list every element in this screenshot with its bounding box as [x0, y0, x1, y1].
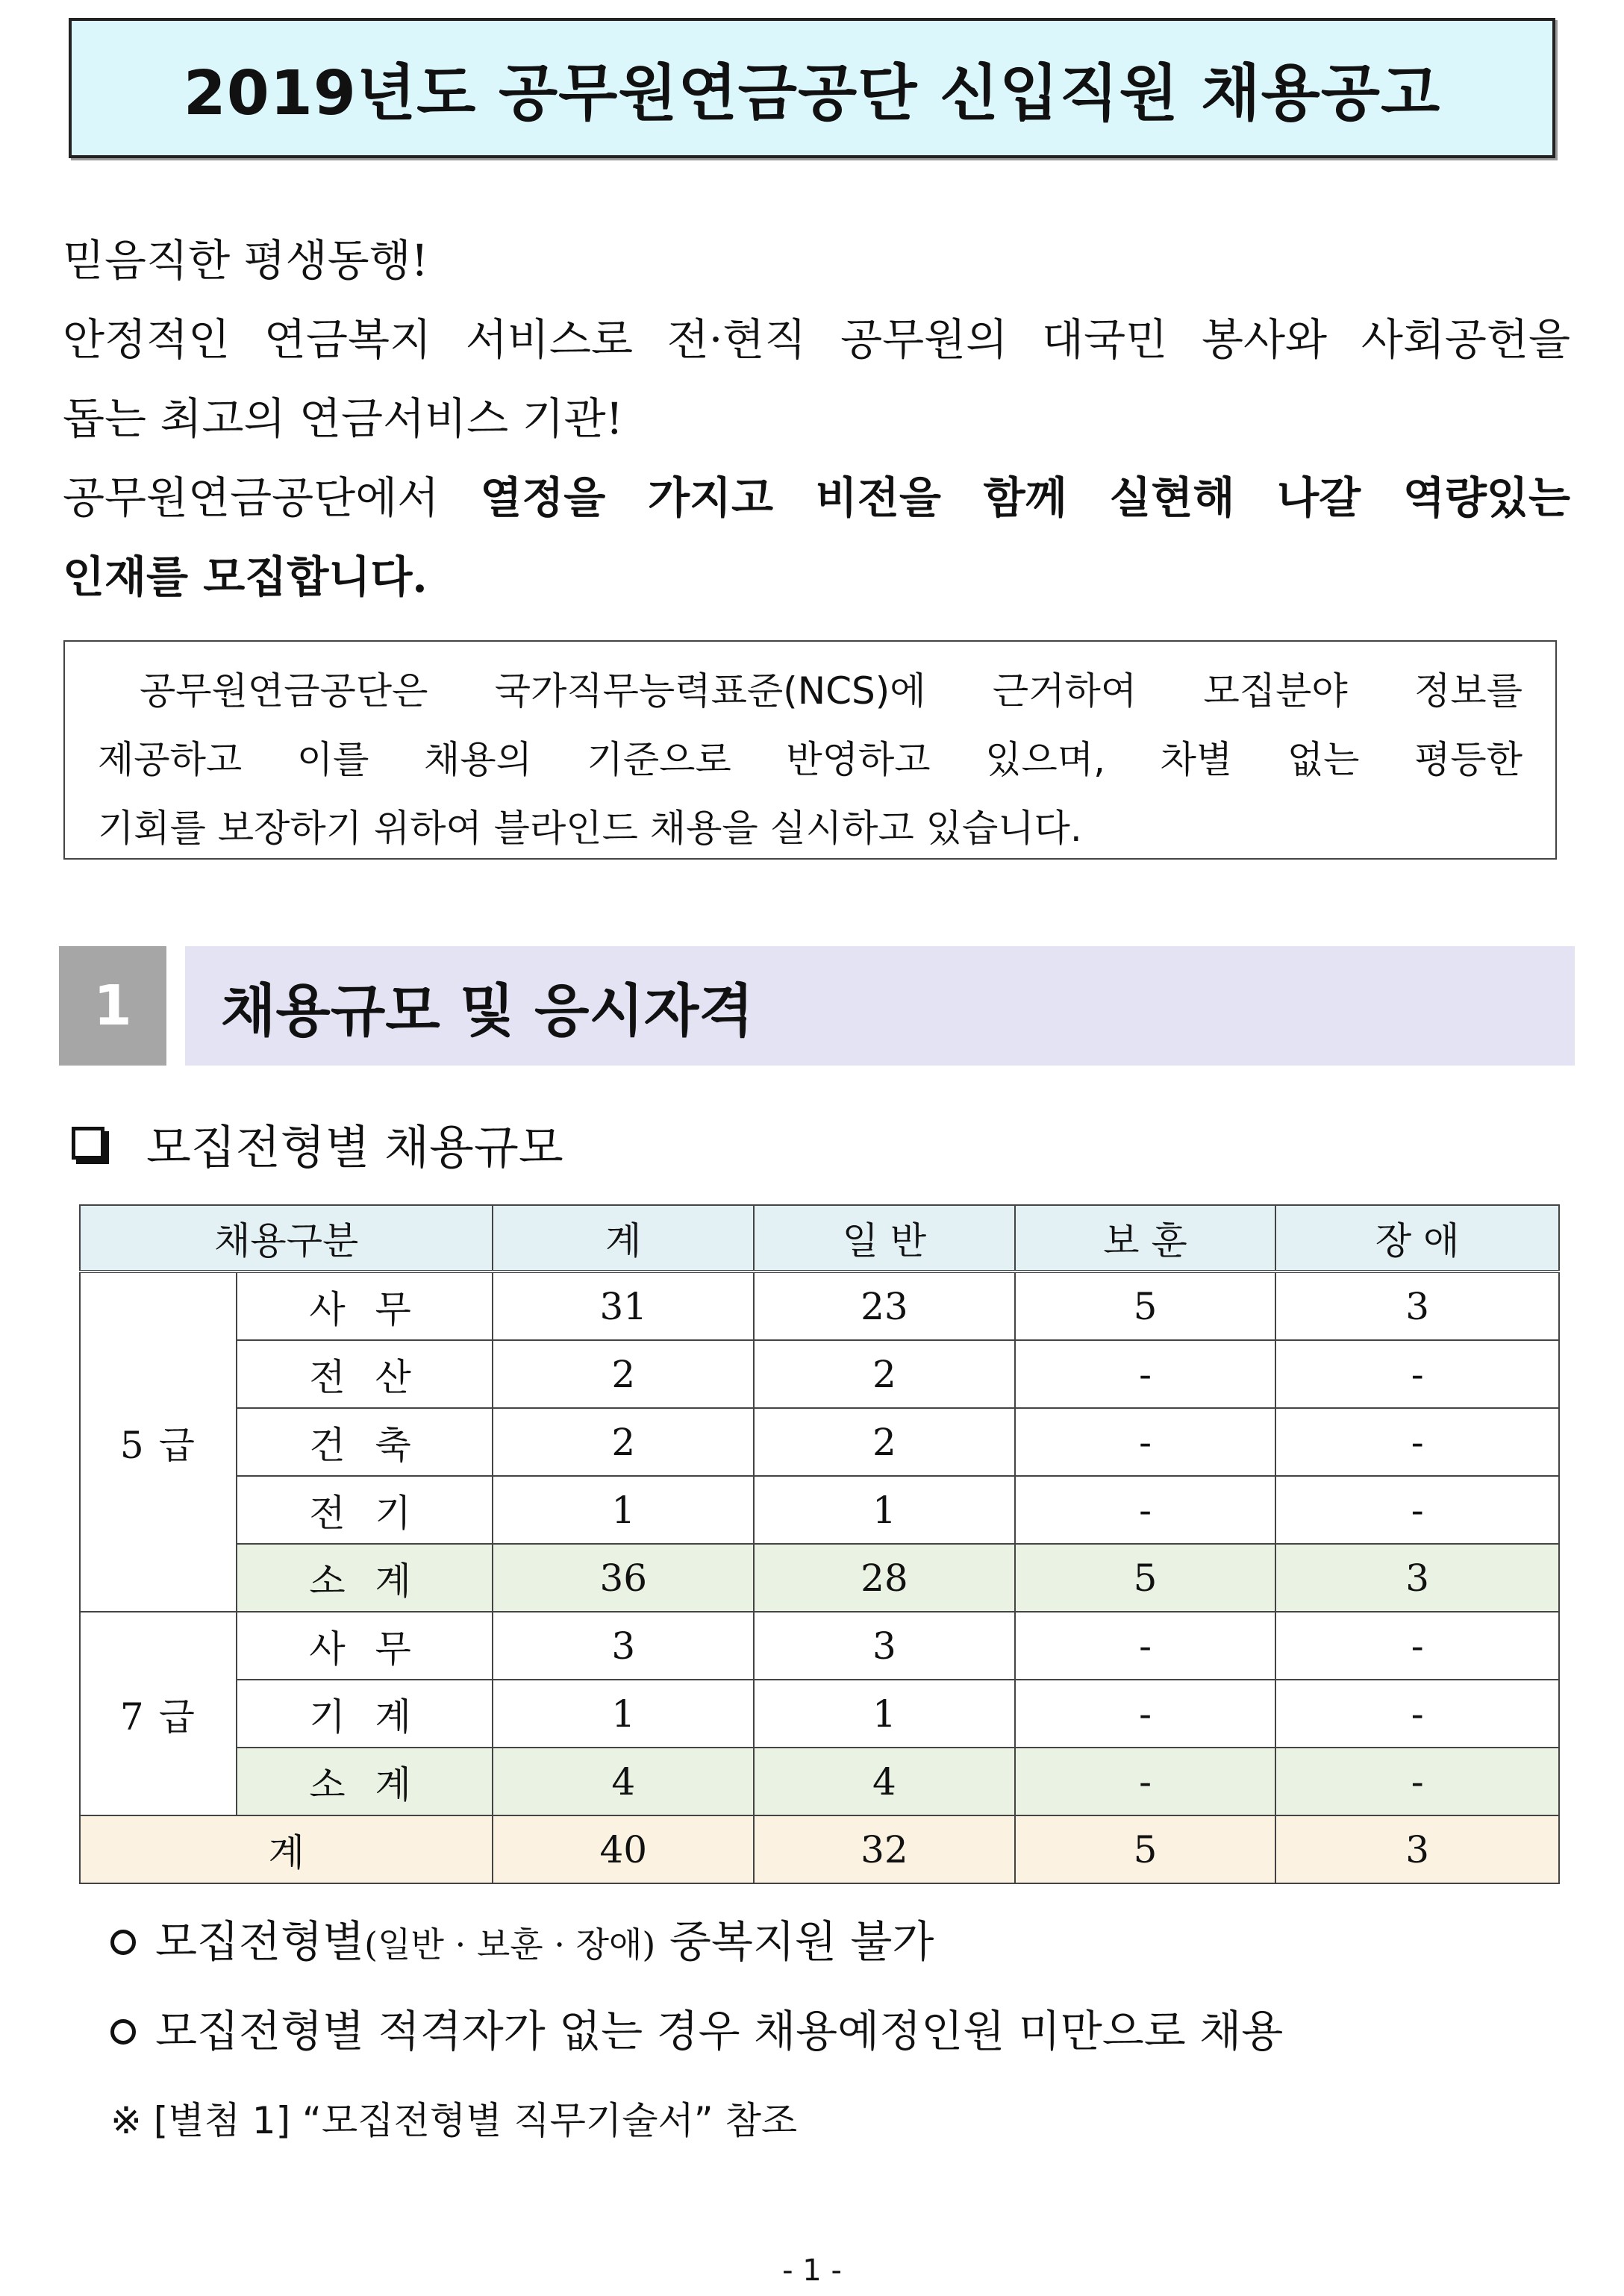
ncs-line-1: 공무원연금공단은 국가직무능력표준(NCS)에 근거하여 모집분야 정보를	[140, 669, 1522, 713]
cell-disabled: 3	[1275, 1544, 1559, 1612]
checkbox-square-icon	[72, 1127, 104, 1160]
cell-veteran: 5	[1015, 1815, 1276, 1883]
note-2	[110, 1997, 1283, 2086]
cell-general: 2	[754, 1408, 1015, 1476]
cell-disabled: -	[1275, 1476, 1559, 1544]
cell-disabled: -	[1275, 1612, 1559, 1680]
page-title: 2019년도 공무원연금공단 신입직원 채용공고	[183, 57, 1441, 129]
cell-disabled: 3	[1275, 1271, 1559, 1340]
note-2-text: 모집전형별 적격자가 없는 경우 채용예정인원 미만으로 채용	[155, 2006, 1284, 2056]
row-name: 건 축	[237, 1408, 493, 1476]
header-general: 일 반	[754, 1205, 1015, 1271]
cell-disabled: -	[1275, 1748, 1559, 1815]
cell-veteran: -	[1015, 1408, 1276, 1476]
cell-veteran: -	[1015, 1612, 1276, 1680]
row-name: 전 산	[237, 1340, 493, 1408]
cell-total: 40	[493, 1815, 754, 1883]
note-3: ※ [별첨 1] “모집전형별 직무기술서” 참조	[110, 2099, 798, 2142]
cell-veteran: -	[1015, 1340, 1276, 1408]
grand-total-row	[80, 1815, 1559, 1883]
section-number-text: 1	[93, 974, 132, 1038]
subtotal-row	[80, 1748, 1559, 1815]
row-name: 소 계	[237, 1748, 493, 1815]
circle-bullet-icon	[110, 1930, 136, 1955]
header-category: 채용구분	[80, 1205, 493, 1271]
cell-disabled: -	[1275, 1408, 1559, 1476]
table-row	[80, 1271, 1559, 1340]
intro-line-4-plain: 공무원연금공단에서	[63, 472, 481, 523]
ncs-line-2: 제공하고 이를 채용의 기준으로 반영하고 있으며, 차별 없는 평등한	[98, 738, 1522, 781]
table-row	[80, 1476, 1559, 1544]
table-row	[80, 1612, 1559, 1680]
cell-total: 31	[493, 1271, 754, 1340]
row-name: 사 무	[237, 1612, 493, 1680]
page-number: - 1 -	[782, 2253, 842, 2288]
cell-total: 2	[493, 1408, 754, 1476]
cell-veteran: -	[1015, 1680, 1276, 1748]
cell-disabled: -	[1275, 1680, 1559, 1748]
cell-general: 1	[754, 1680, 1015, 1748]
cell-general: 23	[754, 1271, 1015, 1340]
cell-disabled: -	[1275, 1340, 1559, 1408]
row-name: 계	[80, 1815, 493, 1883]
cell-general: 32	[754, 1815, 1015, 1883]
cell-total: 36	[493, 1544, 754, 1612]
header-veteran: 보 훈	[1015, 1205, 1276, 1271]
section-number	[59, 946, 166, 1066]
table-row	[80, 1408, 1559, 1476]
recruitment-table	[79, 1204, 1560, 1884]
cell-general: 1	[754, 1476, 1015, 1544]
cell-total: 3	[493, 1612, 754, 1680]
grade-7-label: 7 급	[80, 1612, 237, 1815]
note-1-c: 중복지원 불가	[655, 1916, 934, 1967]
grade-5-label: 5 급	[80, 1271, 237, 1612]
cell-veteran: 5	[1015, 1271, 1276, 1340]
subsection-heading	[72, 1113, 563, 1173]
cell-general: 3	[754, 1612, 1015, 1680]
intro-line-2: 안정적인 연금복지 서비스로 전·현직 공무원의 대국민 봉사와 사회공헌을	[63, 314, 1570, 365]
header-total: 계	[493, 1205, 754, 1271]
cell-general: 28	[754, 1544, 1015, 1612]
note-1	[110, 1907, 1283, 1997]
intro-line-5-bold: 인재를 모집합니다.	[63, 551, 428, 602]
title-box	[69, 18, 1555, 158]
subsection-title: 모집전형별 채용규모	[146, 1119, 563, 1174]
circle-bullet-icon	[110, 2019, 136, 2045]
cell-total: 4	[493, 1748, 754, 1815]
cell-total: 1	[493, 1680, 754, 1748]
table-header-row	[80, 1205, 1559, 1271]
notes	[110, 1907, 1283, 2176]
cell-general: 4	[754, 1748, 1015, 1815]
cell-veteran: 5	[1015, 1544, 1276, 1612]
note-1-a: 모집전형별	[155, 1916, 365, 1967]
row-name: 소 계	[237, 1544, 493, 1612]
subtotal-row	[80, 1544, 1559, 1612]
header-disabled: 장 애	[1275, 1205, 1559, 1271]
ncs-line-3: 기회를 보장하기 위하여 블라인드 채용을 실시하고 있습니다.	[98, 807, 1082, 850]
note-1-b: (일반 · 보훈 · 장애)	[364, 1924, 656, 1965]
intro-line-1: 믿음직한 평생동행!	[63, 235, 428, 286]
cell-general: 2	[754, 1340, 1015, 1408]
intro-text	[63, 221, 1570, 616]
row-name: 사 무	[237, 1271, 493, 1340]
table-row	[80, 1340, 1559, 1408]
table-row	[80, 1680, 1559, 1748]
cell-total: 2	[493, 1340, 754, 1408]
cell-veteran: -	[1015, 1748, 1276, 1815]
intro-line-4-bold: 열정을 가지고 비전을 함께 실현해 나갈 역량있는	[480, 472, 1570, 523]
row-name: 기 계	[237, 1680, 493, 1748]
section-title: 채용규모 및 응시자격	[221, 977, 754, 1044]
ncs-notice-box	[63, 640, 1557, 860]
section-header	[185, 946, 1575, 1066]
row-name: 전 기	[237, 1476, 493, 1544]
cell-disabled: 3	[1275, 1815, 1559, 1883]
cell-veteran: -	[1015, 1476, 1276, 1544]
intro-line-3: 돕는 최고의 연금서비스 기관!	[63, 393, 623, 444]
intro-line-5	[63, 537, 1570, 616]
cell-total: 1	[493, 1476, 754, 1544]
intro-line-4	[63, 458, 1570, 537]
